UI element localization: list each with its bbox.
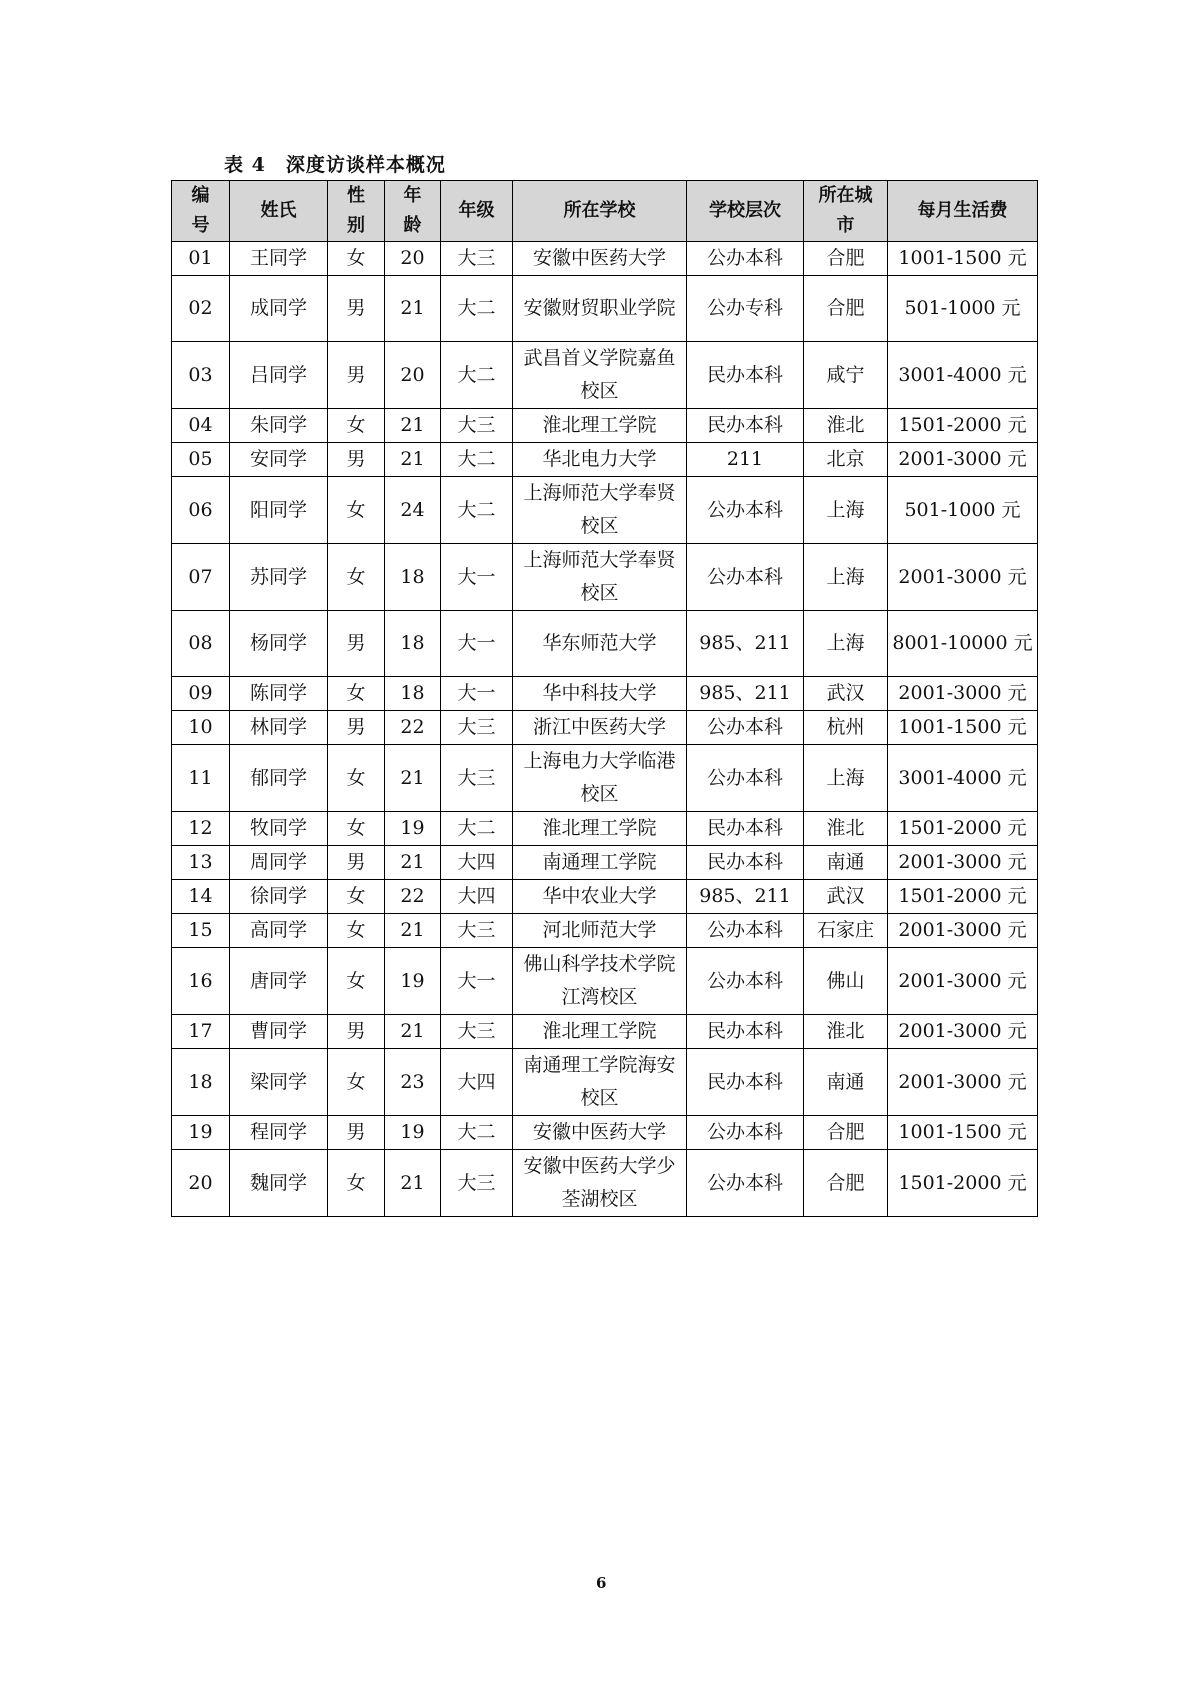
table-row <box>172 544 1038 611</box>
table-cell: 公办本科 <box>687 1116 804 1150</box>
table-cell: 14 <box>172 880 230 914</box>
table-cell: 合肥 <box>804 1116 888 1150</box>
table-cell: 华中科技大学 <box>513 677 687 711</box>
table-cell: 安同学 <box>230 443 328 477</box>
column-header: 年龄 <box>385 181 441 242</box>
table-cell: 11 <box>172 745 230 812</box>
table-cell: 男 <box>328 611 385 677</box>
table-cell: 华北电力大学 <box>513 443 687 477</box>
table-cell: 华中农业大学 <box>513 880 687 914</box>
table-cell: 3001-4000 元 <box>888 745 1038 812</box>
table-cell: 陈同学 <box>230 677 328 711</box>
table-cell: 女 <box>328 242 385 276</box>
table-cell: 大三 <box>441 242 513 276</box>
table-cell: 女 <box>328 812 385 846</box>
table-cell: 淮北 <box>804 812 888 846</box>
table-cell: 19 <box>172 1116 230 1150</box>
table-cell: 民办本科 <box>687 1015 804 1049</box>
table-cell: 501-1000 元 <box>888 276 1038 342</box>
table-cell: 04 <box>172 409 230 443</box>
column-header: 所在城市 <box>804 181 888 242</box>
table-cell: 17 <box>172 1015 230 1049</box>
table-cell: 华东师范大学 <box>513 611 687 677</box>
column-header: 每月生活费 <box>888 181 1038 242</box>
table-cell: 大三 <box>441 1150 513 1217</box>
table-cell: 民办本科 <box>687 846 804 880</box>
table-cell: 阳同学 <box>230 477 328 544</box>
table-cell: 15 <box>172 914 230 948</box>
table-cell: 1001-1500 元 <box>888 711 1038 745</box>
table-cell: 杭州 <box>804 711 888 745</box>
table-row <box>172 914 1038 948</box>
table-cell: 大三 <box>441 745 513 812</box>
table-cell: 高同学 <box>230 914 328 948</box>
table-cell: 3001-4000 元 <box>888 342 1038 409</box>
table-cell: 21 <box>385 409 441 443</box>
table-cell: 公办本科 <box>687 1150 804 1217</box>
table-row <box>172 1116 1038 1150</box>
table-cell: 20 <box>172 1150 230 1217</box>
table-cell: 上海 <box>804 611 888 677</box>
table-cell: 大三 <box>441 711 513 745</box>
table-cell: 林同学 <box>230 711 328 745</box>
table-cell: 大四 <box>441 1049 513 1116</box>
table-cell: 09 <box>172 677 230 711</box>
table-cell: 1001-1500 元 <box>888 1116 1038 1150</box>
table-cell: 女 <box>328 477 385 544</box>
table-cell: 合肥 <box>804 276 888 342</box>
table-cell: 石家庄 <box>804 914 888 948</box>
table-row <box>172 677 1038 711</box>
table-cell: 大三 <box>441 1015 513 1049</box>
table-cell: 合肥 <box>804 242 888 276</box>
table-cell: 武汉 <box>804 880 888 914</box>
caption-title: 深度访谈样本概况 <box>285 154 446 176</box>
table-cell: 男 <box>328 1116 385 1150</box>
table-cell: 公办本科 <box>687 711 804 745</box>
table-cell: 杨同学 <box>230 611 328 677</box>
table-cell: 女 <box>328 544 385 611</box>
table-cell: 大三 <box>441 914 513 948</box>
table-cell: 19 <box>385 948 441 1015</box>
table-cell: 1501-2000 元 <box>888 812 1038 846</box>
table-row <box>172 242 1038 276</box>
table-row <box>172 1049 1038 1116</box>
table-cell: 大三 <box>441 409 513 443</box>
table-cell: 18 <box>385 677 441 711</box>
table-cell: 21 <box>385 914 441 948</box>
table-cell: 上海师范大学奉贤校区 <box>513 477 687 544</box>
table-cell: 21 <box>385 443 441 477</box>
table-cell: 朱同学 <box>230 409 328 443</box>
table-cell: 合肥 <box>804 1150 888 1217</box>
table-cell: 大二 <box>441 443 513 477</box>
table-cell: 公办本科 <box>687 948 804 1015</box>
table-row <box>172 880 1038 914</box>
table-cell: 南通 <box>804 846 888 880</box>
table-row <box>172 948 1038 1015</box>
table-cell: 2001-3000 元 <box>888 544 1038 611</box>
table-cell: 2001-3000 元 <box>888 948 1038 1015</box>
table-cell: 上海电力大学临港校区 <box>513 745 687 812</box>
table-cell: 上海 <box>804 544 888 611</box>
table-row <box>172 276 1038 342</box>
table-cell: 大二 <box>441 812 513 846</box>
column-header: 学校层次 <box>687 181 804 242</box>
table-cell: 大二 <box>441 1116 513 1150</box>
table-cell: 安徽财贸职业学院 <box>513 276 687 342</box>
table-row <box>172 477 1038 544</box>
table-cell: 22 <box>385 880 441 914</box>
table-cell: 女 <box>328 677 385 711</box>
table-cell: 女 <box>328 948 385 1015</box>
table-cell: 民办本科 <box>687 342 804 409</box>
table-cell: 安徽中医药大学 <box>513 1116 687 1150</box>
table-cell: 淮北 <box>804 409 888 443</box>
table-cell: 24 <box>385 477 441 544</box>
table-cell: 985、211 <box>687 611 804 677</box>
table-row <box>172 1015 1038 1049</box>
table-cell: 20 <box>385 342 441 409</box>
table-cell: 吕同学 <box>230 342 328 409</box>
table-cell: 民办本科 <box>687 409 804 443</box>
column-header: 姓氏 <box>230 181 328 242</box>
table-cell: 985、211 <box>687 677 804 711</box>
table-cell: 13 <box>172 846 230 880</box>
table-cell: 公办本科 <box>687 914 804 948</box>
table-cell: 王同学 <box>230 242 328 276</box>
table-cell: 2001-3000 元 <box>888 1049 1038 1116</box>
table-cell: 大二 <box>441 342 513 409</box>
table-row <box>172 1150 1038 1217</box>
table-cell: 梁同学 <box>230 1049 328 1116</box>
table-cell: 淮北 <box>804 1015 888 1049</box>
table-cell: 南通 <box>804 1049 888 1116</box>
table-cell: 淮北理工学院 <box>513 409 687 443</box>
table-cell: 16 <box>172 948 230 1015</box>
table-cell: 18 <box>385 544 441 611</box>
table-cell: 公办专科 <box>687 276 804 342</box>
table-cell: 河北师范大学 <box>513 914 687 948</box>
table-caption <box>224 150 466 177</box>
table-row <box>172 711 1038 745</box>
table-cell: 程同学 <box>230 1116 328 1150</box>
page-number: 6 <box>596 1574 607 1592</box>
table-cell: 05 <box>172 443 230 477</box>
table-cell: 上海 <box>804 477 888 544</box>
table-cell: 唐同学 <box>230 948 328 1015</box>
table-cell: 02 <box>172 276 230 342</box>
table-cell: 211 <box>687 443 804 477</box>
table-cell: 大四 <box>441 846 513 880</box>
table-cell: 8001-10000 元 <box>888 611 1038 677</box>
table-cell: 大二 <box>441 276 513 342</box>
table-cell: 男 <box>328 711 385 745</box>
table-cell: 2001-3000 元 <box>888 443 1038 477</box>
table-cell: 咸宁 <box>804 342 888 409</box>
table-cell: 浙江中医药大学 <box>513 711 687 745</box>
table-cell: 21 <box>385 1015 441 1049</box>
table-cell: 淮北理工学院 <box>513 812 687 846</box>
table-cell: 淮北理工学院 <box>513 1015 687 1049</box>
table-row <box>172 611 1038 677</box>
table-cell: 南通理工学院 <box>513 846 687 880</box>
table-cell: 大四 <box>441 880 513 914</box>
table-cell: 女 <box>328 1150 385 1217</box>
table-cell: 男 <box>328 1015 385 1049</box>
table-cell: 男 <box>328 276 385 342</box>
table-cell: 大一 <box>441 948 513 1015</box>
table-cell: 佛山科学技术学院江湾校区 <box>513 948 687 1015</box>
table-cell: 19 <box>385 1116 441 1150</box>
table-cell: 徐同学 <box>230 880 328 914</box>
table-cell: 21 <box>385 846 441 880</box>
table-cell: 男 <box>328 846 385 880</box>
table-cell: 女 <box>328 1049 385 1116</box>
table-cell: 03 <box>172 342 230 409</box>
table-cell: 08 <box>172 611 230 677</box>
table-cell: 19 <box>385 812 441 846</box>
table-cell: 1001-1500 元 <box>888 242 1038 276</box>
table-cell: 公办本科 <box>687 745 804 812</box>
table-cell: 2001-3000 元 <box>888 914 1038 948</box>
table-cell: 上海师范大学奉贤校区 <box>513 544 687 611</box>
table-cell: 公办本科 <box>687 544 804 611</box>
column-header: 编号 <box>172 181 230 242</box>
table-cell: 北京 <box>804 443 888 477</box>
table-cell: 985、211 <box>687 880 804 914</box>
table-cell: 郁同学 <box>230 745 328 812</box>
table-cell: 20 <box>385 242 441 276</box>
table-cell: 安徽中医药大学 <box>513 242 687 276</box>
interview-sample-table <box>171 180 1038 1217</box>
table-cell: 民办本科 <box>687 812 804 846</box>
table-cell: 18 <box>385 611 441 677</box>
table-cell: 男 <box>328 443 385 477</box>
table-cell: 22 <box>385 711 441 745</box>
caption-label: 表 4 <box>224 154 266 176</box>
table-row <box>172 443 1038 477</box>
table-cell: 曹同学 <box>230 1015 328 1049</box>
table-cell: 女 <box>328 880 385 914</box>
table-cell: 上海 <box>804 745 888 812</box>
table-cell: 2001-3000 元 <box>888 846 1038 880</box>
table-row <box>172 812 1038 846</box>
table-cell: 男 <box>328 342 385 409</box>
table-cell: 23 <box>385 1049 441 1116</box>
table-cell: 苏同学 <box>230 544 328 611</box>
table-cell: 21 <box>385 1150 441 1217</box>
table-cell: 魏同学 <box>230 1150 328 1217</box>
table-cell: 牧同学 <box>230 812 328 846</box>
table-cell: 2001-3000 元 <box>888 677 1038 711</box>
column-header: 年级 <box>441 181 513 242</box>
table-row <box>172 342 1038 409</box>
table-cell: 501-1000 元 <box>888 477 1038 544</box>
table-cell: 大一 <box>441 544 513 611</box>
table-cell: 佛山 <box>804 948 888 1015</box>
table-cell: 12 <box>172 812 230 846</box>
table-cell: 周同学 <box>230 846 328 880</box>
table-cell: 21 <box>385 745 441 812</box>
table-cell: 10 <box>172 711 230 745</box>
table-cell: 1501-2000 元 <box>888 409 1038 443</box>
table-cell: 1501-2000 元 <box>888 1150 1038 1217</box>
table-cell: 18 <box>172 1049 230 1116</box>
table-cell: 女 <box>328 914 385 948</box>
table-cell: 成同学 <box>230 276 328 342</box>
table-cell: 07 <box>172 544 230 611</box>
table-cell: 女 <box>328 409 385 443</box>
table-cell: 公办本科 <box>687 477 804 544</box>
table-cell: 2001-3000 元 <box>888 1015 1038 1049</box>
table-cell: 大二 <box>441 477 513 544</box>
table-row <box>172 745 1038 812</box>
table-cell: 21 <box>385 276 441 342</box>
table-cell: 民办本科 <box>687 1049 804 1116</box>
table-cell: 公办本科 <box>687 242 804 276</box>
table-cell: 大一 <box>441 611 513 677</box>
table-cell: 06 <box>172 477 230 544</box>
table-cell: 女 <box>328 745 385 812</box>
table-cell: 武昌首义学院嘉鱼校区 <box>513 342 687 409</box>
table-cell: 大一 <box>441 677 513 711</box>
table-row <box>172 846 1038 880</box>
column-header: 所在学校 <box>513 181 687 242</box>
table-cell: 武汉 <box>804 677 888 711</box>
column-header: 性别 <box>328 181 385 242</box>
table-cell: 安徽中医药大学少荃湖校区 <box>513 1150 687 1217</box>
table-cell: 01 <box>172 242 230 276</box>
header-row <box>172 181 1038 242</box>
table-row <box>172 409 1038 443</box>
table-cell: 南通理工学院海安校区 <box>513 1049 687 1116</box>
table-cell: 1501-2000 元 <box>888 880 1038 914</box>
